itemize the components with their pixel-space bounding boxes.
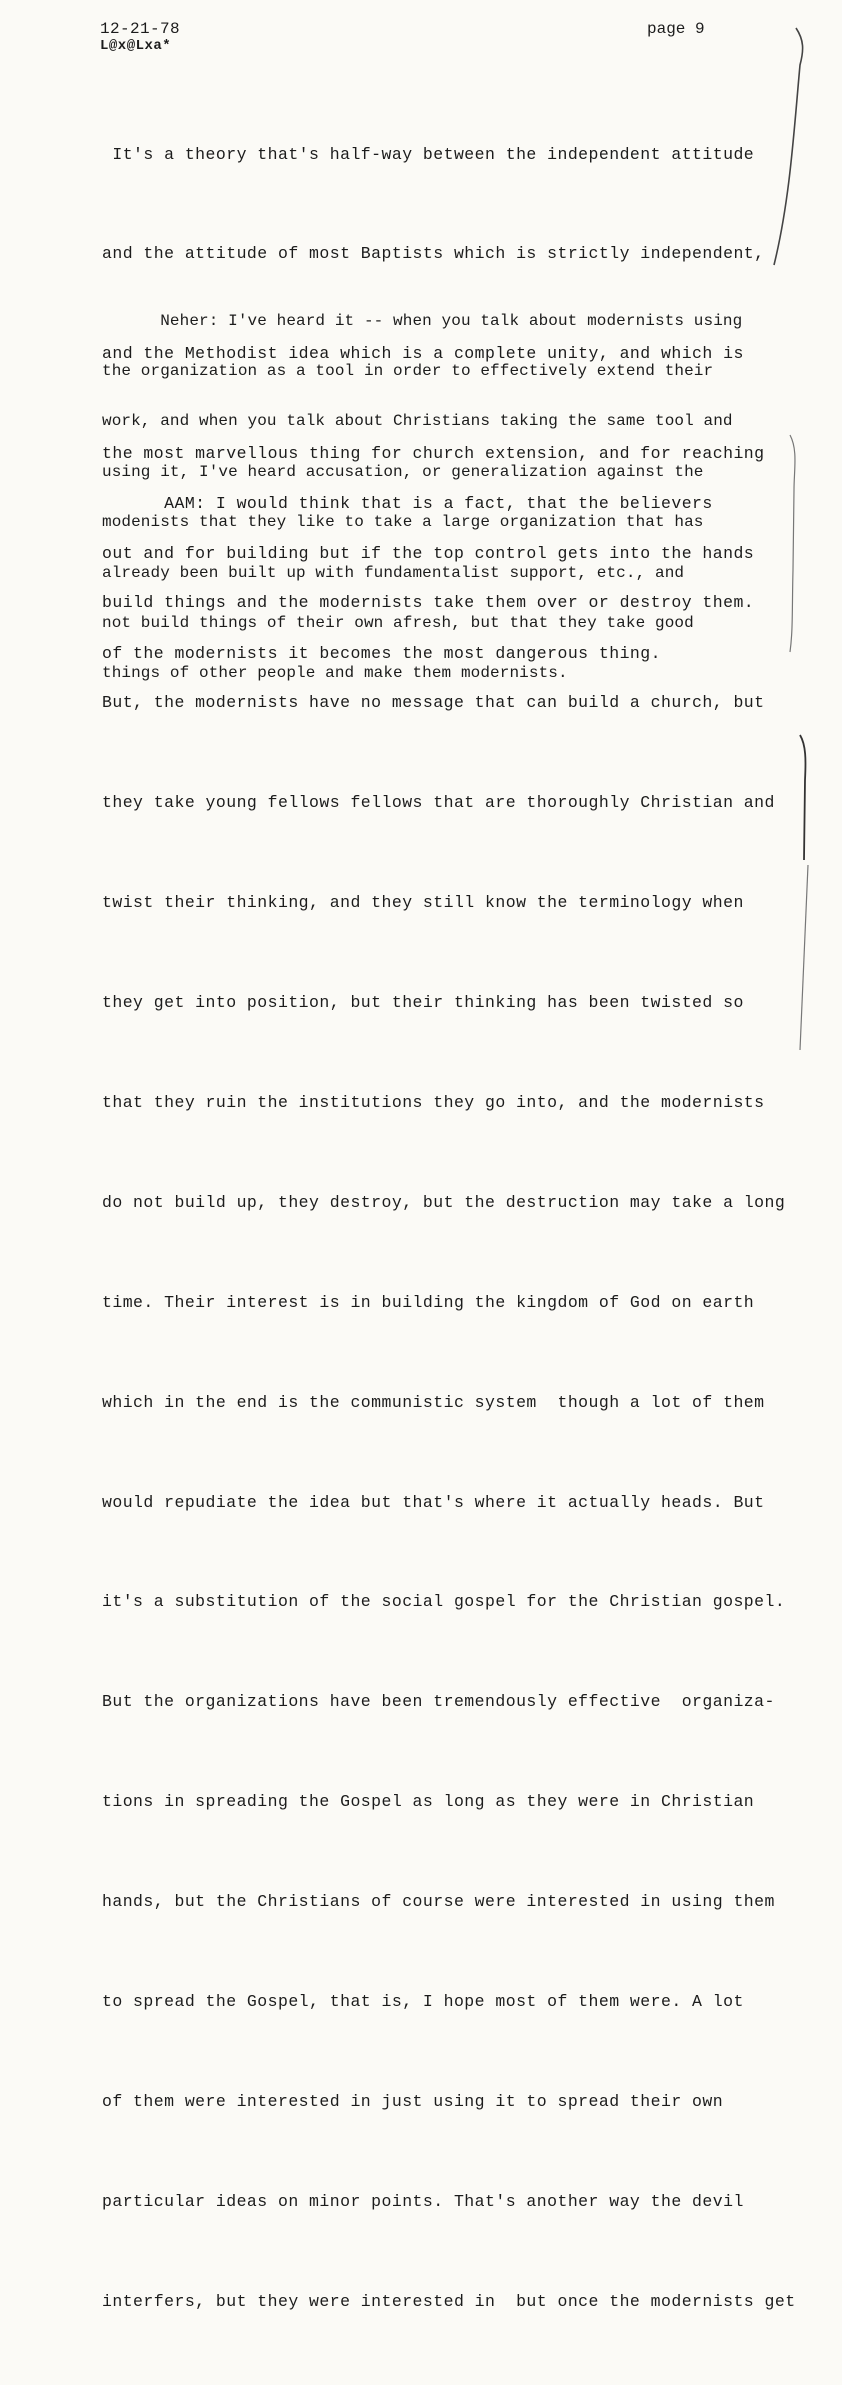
text-line: But the organizations have been tremendously effective organiza- [102, 1692, 775, 1712]
text-line: would repudiate the idea but that's where it actually heads. But [102, 1492, 765, 1512]
text-line: the most marvellous thing for church extension, and for reaching [102, 444, 765, 464]
text-line: and the Methodist idea which is a complete unity, and which is [102, 344, 744, 364]
text-line: the organization as a tool in order to effectively extend their [102, 361, 714, 380]
text-line: do not build up, they destroy, but the destruction may take a long [102, 1192, 786, 1212]
page-number: page 9 [647, 20, 705, 38]
struck-out-text: L@x@Lxa* [100, 38, 172, 54]
text-line: It's a theory that's half-way between the independent attitude [102, 144, 755, 164]
text-line: build things and the modernists take them over or destroy them. [102, 593, 755, 613]
text-line: they take young fellows fellows that are thoroughly Christian and [102, 793, 775, 813]
text-line: hands, but the Christians of course were interested in using them [102, 1892, 775, 1912]
text-line: not build things of their own afresh, but that they take good [102, 613, 694, 632]
text-line: things of other people and make them modernists. [102, 664, 568, 683]
text-line: it's a substitution of the social gospel for the Christian gospel. [102, 1592, 786, 1612]
margin-bracket [774, 28, 803, 265]
text-line: tions in spreading the Gospel as long as they were in Christian [102, 1792, 755, 1812]
margin-bracket [800, 865, 808, 1050]
text-line: they get into position, but their thinking has been twisted so [102, 993, 744, 1013]
text-line: to spread the Gospel, that is, I hope most of them were. A lot [102, 1991, 744, 2011]
text-line: and the attitude of most Baptists which is strictly independent, [102, 244, 765, 264]
paragraph-3 [102, 420, 796, 2385]
text-line: of the modernists it becomes the most dangerous thing. [102, 644, 661, 664]
text-line: already been built up with fundamentalist support, etc., and [102, 563, 685, 582]
text-line: interfers, but they were interested in but once the modernists get [102, 2291, 796, 2311]
document-date: 12-21-78 [100, 20, 181, 38]
text-line: But, the modernists have no message that can build a church, but [102, 693, 765, 713]
text-line: time. Their interest is in building the kingdom of God on earth [102, 1292, 755, 1312]
text-line: out and for building but if the top control gets into the hands [102, 544, 755, 564]
text-line: which in the end is the communistic system though a lot of them [102, 1392, 765, 1412]
text-line: that they ruin the institutions they go into, and the modernists [102, 1092, 765, 1112]
margin-bracket [800, 735, 805, 860]
text-line: using it, I've heard accusation, or generalization against the [102, 462, 704, 481]
text-line: work, and when you talk about Christians taking the same tool and [102, 412, 733, 431]
text-line: AAM: I would think that is a fact, that the believers [102, 493, 713, 513]
text-line: modenists that they like to take a large organization that has [102, 513, 704, 532]
margin-marks [760, 10, 840, 1090]
margin-bracket [790, 435, 795, 652]
text-line: particular ideas on minor points. That's another way the devil [102, 2191, 744, 2211]
text-line: of them were interested in just using it to spread their own [102, 2091, 724, 2111]
text-line: twist their thinking, and they still know the terminology when [102, 893, 744, 913]
text-line: Neher: I've heard it -- when you talk about modernists using [102, 311, 743, 330]
